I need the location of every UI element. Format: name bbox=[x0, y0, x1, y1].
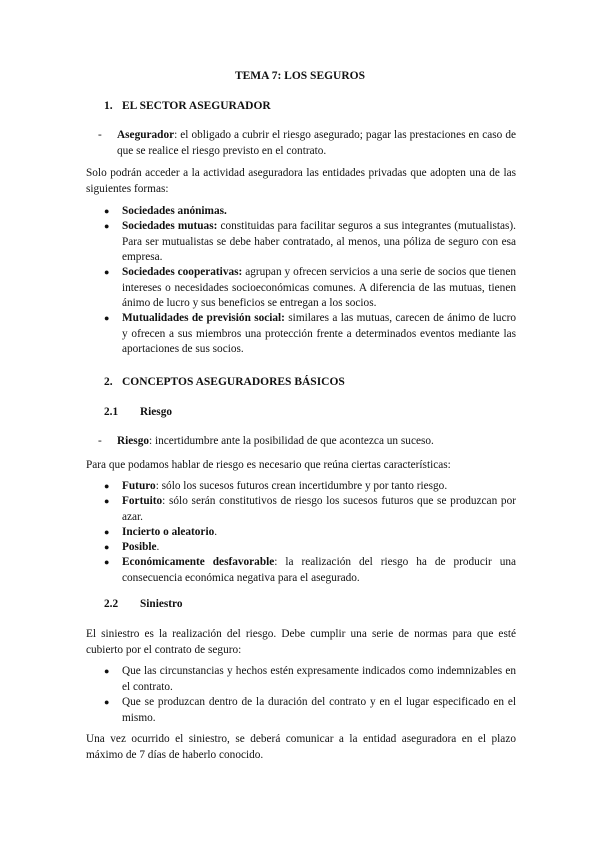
document-page: TEMA 7: LOS SEGUROS 1. EL SECTOR ASEGURADOR - Asegurador: el obligado a cubrir el riesgo asegurado; pagar las prestaciones en caso de que se realice el riesgo previsto en el contrato. Solo podrán acceder a la actividad aseguradora las entidades privadas que adopten una de las siguientes formas: ● Sociedades anónimas. ● Sociedades mutuas: constituidas para facilitar seguros a sus integrantes (mutualistas). Para ser mutualistas se debe haber contratado, al menos, una póliza de seguro con esa empresa. ● Sociedades cooperativas: agrupan y ofrecen servicios a una serie de socios que tienen intereses o necesidades socioeconómicas comunes. A diferencia de las mutuas, tienen ánimo de lucro y sus beneficios se entregan a los socios. ● Mutualidades de previsión social: similares a las mutuas, carecen de ánimo de lucro y ofrecen a sus miembros una protección frente a determinados eventos mediante las aportaciones de sus socios. 2. CONCEPTOS ASEGURADORES BÁSICOS 2.1 Riesgo - Riesgo: incertidumbre ante la posibilidad de que acontezca un suceso. Para que podamos hablar de riesgo es necesario que reúna ciertas características: ● Futuro: sólo los sucesos futuros crean incertidumbre y por tanto riesgo. ● Fortuito: sólo serán constitutivos de riesgo los sucesos futuros que se produzcan por azar. ● Incierto o aleatorio. ● Posible. ● Económicamente desfavorable: la realización del riesgo ha de producir una consecuencia económica negativa para el asegurado. 2.2 Siniestro El siniestro es la realización del riesgo. Debe cumplir una serie de normas para que esté cubierto por el contrato de seguro: ● Que las circunstancias y hechos estén expresamente indicados como indemnizables en el contrato. ● Que se produzcan dentro de la duración del contrato y en el lugar especificado en el mismo. Una vez ocurrido el siniestro, se deberá comunicar a la entidad aseguradora en el plazo máximo de 7 días de haberlo conocido. bbox=[0, 0, 600, 848]
bullet-icon: ● bbox=[104, 313, 110, 323]
document-title: TEMA 7: LOS SEGUROS bbox=[234, 70, 366, 82]
section-number: 1. bbox=[104, 100, 113, 112]
list-item-term: Mutualidades de previsión social: bbox=[122, 312, 285, 324]
bullet-icon: ● bbox=[104, 206, 110, 216]
list-item-term: Económicamente desfavorable bbox=[122, 556, 275, 568]
list-item-term: Sociedades cooperativas: bbox=[122, 266, 243, 278]
subsection-title: Riesgo bbox=[140, 406, 173, 418]
bullet-icon: ● bbox=[104, 267, 110, 277]
list-item-term: Futuro bbox=[122, 480, 156, 492]
subsection-heading-siniestro bbox=[104, 598, 404, 614]
section-heading-1 bbox=[104, 100, 504, 116]
paragraph-intro-forms: Solo podrán acceder a la actividad aseguradora las entidades privadas que adopten una de las siguientes formas: bbox=[86, 167, 516, 195]
dash-marker: - bbox=[98, 435, 102, 447]
section-title: CONCEPTOS ASEGURADORES BÁSICOS bbox=[122, 376, 345, 388]
bullet-icon: ● bbox=[104, 221, 110, 231]
bullet-icon: ● bbox=[104, 527, 110, 537]
list-item-term: Sociedades anónimas. bbox=[122, 205, 227, 217]
dash-marker: - bbox=[98, 129, 102, 141]
section-number: 2. bbox=[104, 376, 113, 388]
section-heading-2 bbox=[104, 376, 504, 392]
definition-text: : el obligado a cubrir el riesgo asegurado; pagar las prestaciones en caso de que se realice el riesgo previsto en el contrato. bbox=[117, 129, 516, 157]
list-item-term: Incierto o aleatorio bbox=[122, 526, 215, 538]
subsection-number: 2.1 bbox=[104, 406, 119, 418]
bullet-icon: ● bbox=[104, 697, 110, 707]
bullet-icon: ● bbox=[104, 496, 110, 506]
bullet-icon: ● bbox=[104, 557, 110, 567]
section-title: EL SECTOR ASEGURADOR bbox=[122, 100, 271, 112]
paragraph-closing: Una vez ocurrido el siniestro, se deberá comunicar a la entidad aseguradora en el plazo máximo de 7 días de haberlo conocido. bbox=[86, 733, 516, 761]
list-item-term: Sociedades mutuas: bbox=[122, 220, 218, 232]
definition-term: Riesgo bbox=[117, 435, 150, 447]
definition-term: Asegurador bbox=[117, 129, 175, 141]
list-item-term: Posible bbox=[122, 541, 157, 553]
list-item-term: Fortuito bbox=[122, 495, 163, 507]
paragraph-intro-riesgo: Para que podamos hablar de riesgo es necesario que reúna ciertas características: bbox=[86, 459, 451, 471]
bullet-icon: ● bbox=[104, 666, 110, 676]
definition-text: : incertidumbre ante la posibilidad de que acontezca un suceso. bbox=[149, 435, 434, 447]
subsection-title: Siniestro bbox=[140, 598, 183, 610]
paragraph-intro-siniestro: El siniestro es la realización del riesgo. Debe cumplir una serie de normas para que esté cubierto por el contrato de seguro: bbox=[86, 628, 516, 656]
definition-asegurador bbox=[117, 128, 516, 159]
definition-riesgo bbox=[117, 434, 516, 450]
bullet-icon: ● bbox=[104, 481, 110, 491]
subsection-heading-riesgo bbox=[104, 406, 404, 422]
subsection-number: 2.2 bbox=[104, 598, 119, 610]
bullet-icon: ● bbox=[104, 542, 110, 552]
